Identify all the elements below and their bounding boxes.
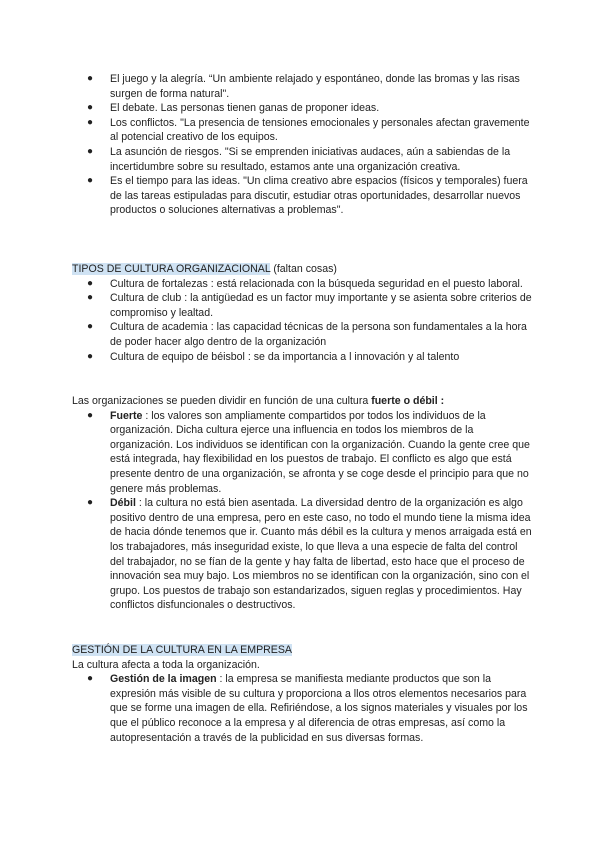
culture-management-intro: La cultura afecta a toda la organización. <box>72 658 260 671</box>
list-item <box>72 145 532 174</box>
strong-weak-intro <box>72 394 532 409</box>
heading-note: (faltan cosas) <box>270 263 337 275</box>
list-item-text: El debate. Las personas tienen ganas de proponer ideas. <box>110 102 380 115</box>
term-description: : la cultura no está bien asentada. La diversidad dentro de la organización es algo positivo dentro de una empresa, pero en este caso, no todo el mundo tiene la misma idea de hacia dónde tenemos que ir. Cuanto más débil es la cultura y menos arraigada está en los trabajadores, más inseguridad existe, lo que lleva a una especie de falta del control del trabajador, no se fían de la gente y hay falta de libertad, esto hace que el proceso de innovación sea muy bajo. Los miembros no se identifican con la organización, sino con el grupo. Los puestos de trabajo son estandarizados, siguen reglas y procedimientos. Hay conflictos disfuncionales o destructivos. <box>110 497 532 612</box>
bullet-icon: ● <box>87 116 94 128</box>
list-item-text: El juego y la alegría. “Un ambiente relajado y espontáneo, donde las bromas y las risas surgen de forma natural". <box>110 73 520 100</box>
bullet-icon: ● <box>87 497 94 509</box>
list-item-text: Cultura de equipo de béisbol : se da importancia a l innovación y al talento <box>110 350 460 363</box>
term-label: Débil <box>110 497 136 510</box>
list-item-text: Cultura de academia : las capacidad técnicas de la persona son fundamentales a la hora de poder hacer algo dentro de la organización <box>110 321 527 348</box>
term-description: : los valores son ampliamente compartidos por todos los individuos de la organización. Dicha cultura ejerce una influencia en todos los miembros de la organización. Los individuos se identifican con la organización. Cuando la gente cree que está integrada, hay flexibilidad en los puestos de trabajo. El conflicto es algo que está presente dentro de una organización, se afronta y se coge desde el principio para que no genere más problemas. <box>110 409 530 495</box>
bullet-icon: ● <box>87 277 94 289</box>
bullet-icon: ● <box>87 409 94 421</box>
bullet-icon: ● <box>87 102 94 114</box>
list-item <box>72 291 532 320</box>
term-description: : la empresa se manifiesta mediante productos que son la expresión más visible de su cultura y proporciona a llos otros elementos necesarios para que se forme una imagen de ella. Refiriéndose, a los signos materiales y visuales por los que el público reconoce a la empresa y al diferencia de otras empresas, así como la autopresentación a través de la publicidad en sus diversas formas. <box>110 673 528 744</box>
bullet-icon: ● <box>87 321 94 333</box>
culture-management-section <box>72 643 532 745</box>
list-item <box>72 320 532 349</box>
intro-bold-text: fuerte o débil : <box>371 395 445 407</box>
creative-climate-section <box>72 72 532 218</box>
bullet-icon: ● <box>87 175 94 187</box>
list-item <box>72 672 532 745</box>
list-item-text: Los conflictos. "La presencia de tensiones emocionales y personales afectan gravemente al potencial creativo de los equipos. <box>110 116 530 144</box>
bullet-icon: ● <box>87 145 94 157</box>
culture-types-list <box>72 277 532 365</box>
term-label: Gestión de la imagen <box>110 673 217 686</box>
intro-text: Las organizaciones se pueden dividir en función de una cultura <box>72 395 372 407</box>
bullet-icon: ● <box>87 673 94 685</box>
list-item <box>72 496 532 613</box>
list-item-text: Es el tiempo para las ideas. "Un clima creativo abre espacios (físicos y temporales) fuera de las tareas estipuladas para discutir, estudiar otras oportunidades, desarrollar nuevos productos o soluciones alternativas a problemas". <box>110 175 528 217</box>
term-label: Fuerte <box>110 409 143 422</box>
list-item <box>72 72 532 101</box>
bullet-icon: ● <box>87 350 94 362</box>
bullet-icon: ● <box>87 73 94 84</box>
section-heading: TIPOS DE CULTURA ORGANIZACIONAL <box>72 263 271 275</box>
list-item-text: La asunción de riesgos. "Si se emprenden iniciativas audaces, aún a sabiendas de la incertidumbre sobre su resultado, estamos ante una organización creativa. <box>110 145 511 173</box>
culture-management-list <box>72 672 532 745</box>
list-item <box>72 101 532 116</box>
list-item-text: Cultura de fortalezas : está relacionada con la búsqueda seguridad en el puesto laboral. <box>110 277 523 290</box>
list-item <box>72 116 532 145</box>
creative-climate-list <box>72 72 532 218</box>
bullet-icon: ● <box>87 292 94 304</box>
list-item <box>72 350 532 365</box>
section-heading: GESTIÓN DE LA CULTURA EN LA EMPRESA <box>72 644 292 656</box>
culture-management-heading-line <box>72 643 532 658</box>
list-item <box>72 409 532 497</box>
strong-weak-list <box>72 409 532 613</box>
list-item <box>72 277 532 292</box>
list-item-text: Cultura de club : la antigüedad es un factor muy importante y se asienta sobre criterios de compromiso y lealtad. <box>110 292 532 319</box>
list-item <box>72 174 532 218</box>
culture-types-heading-line <box>72 262 532 277</box>
strong-weak-section <box>72 394 532 613</box>
culture-types-section <box>72 262 532 364</box>
